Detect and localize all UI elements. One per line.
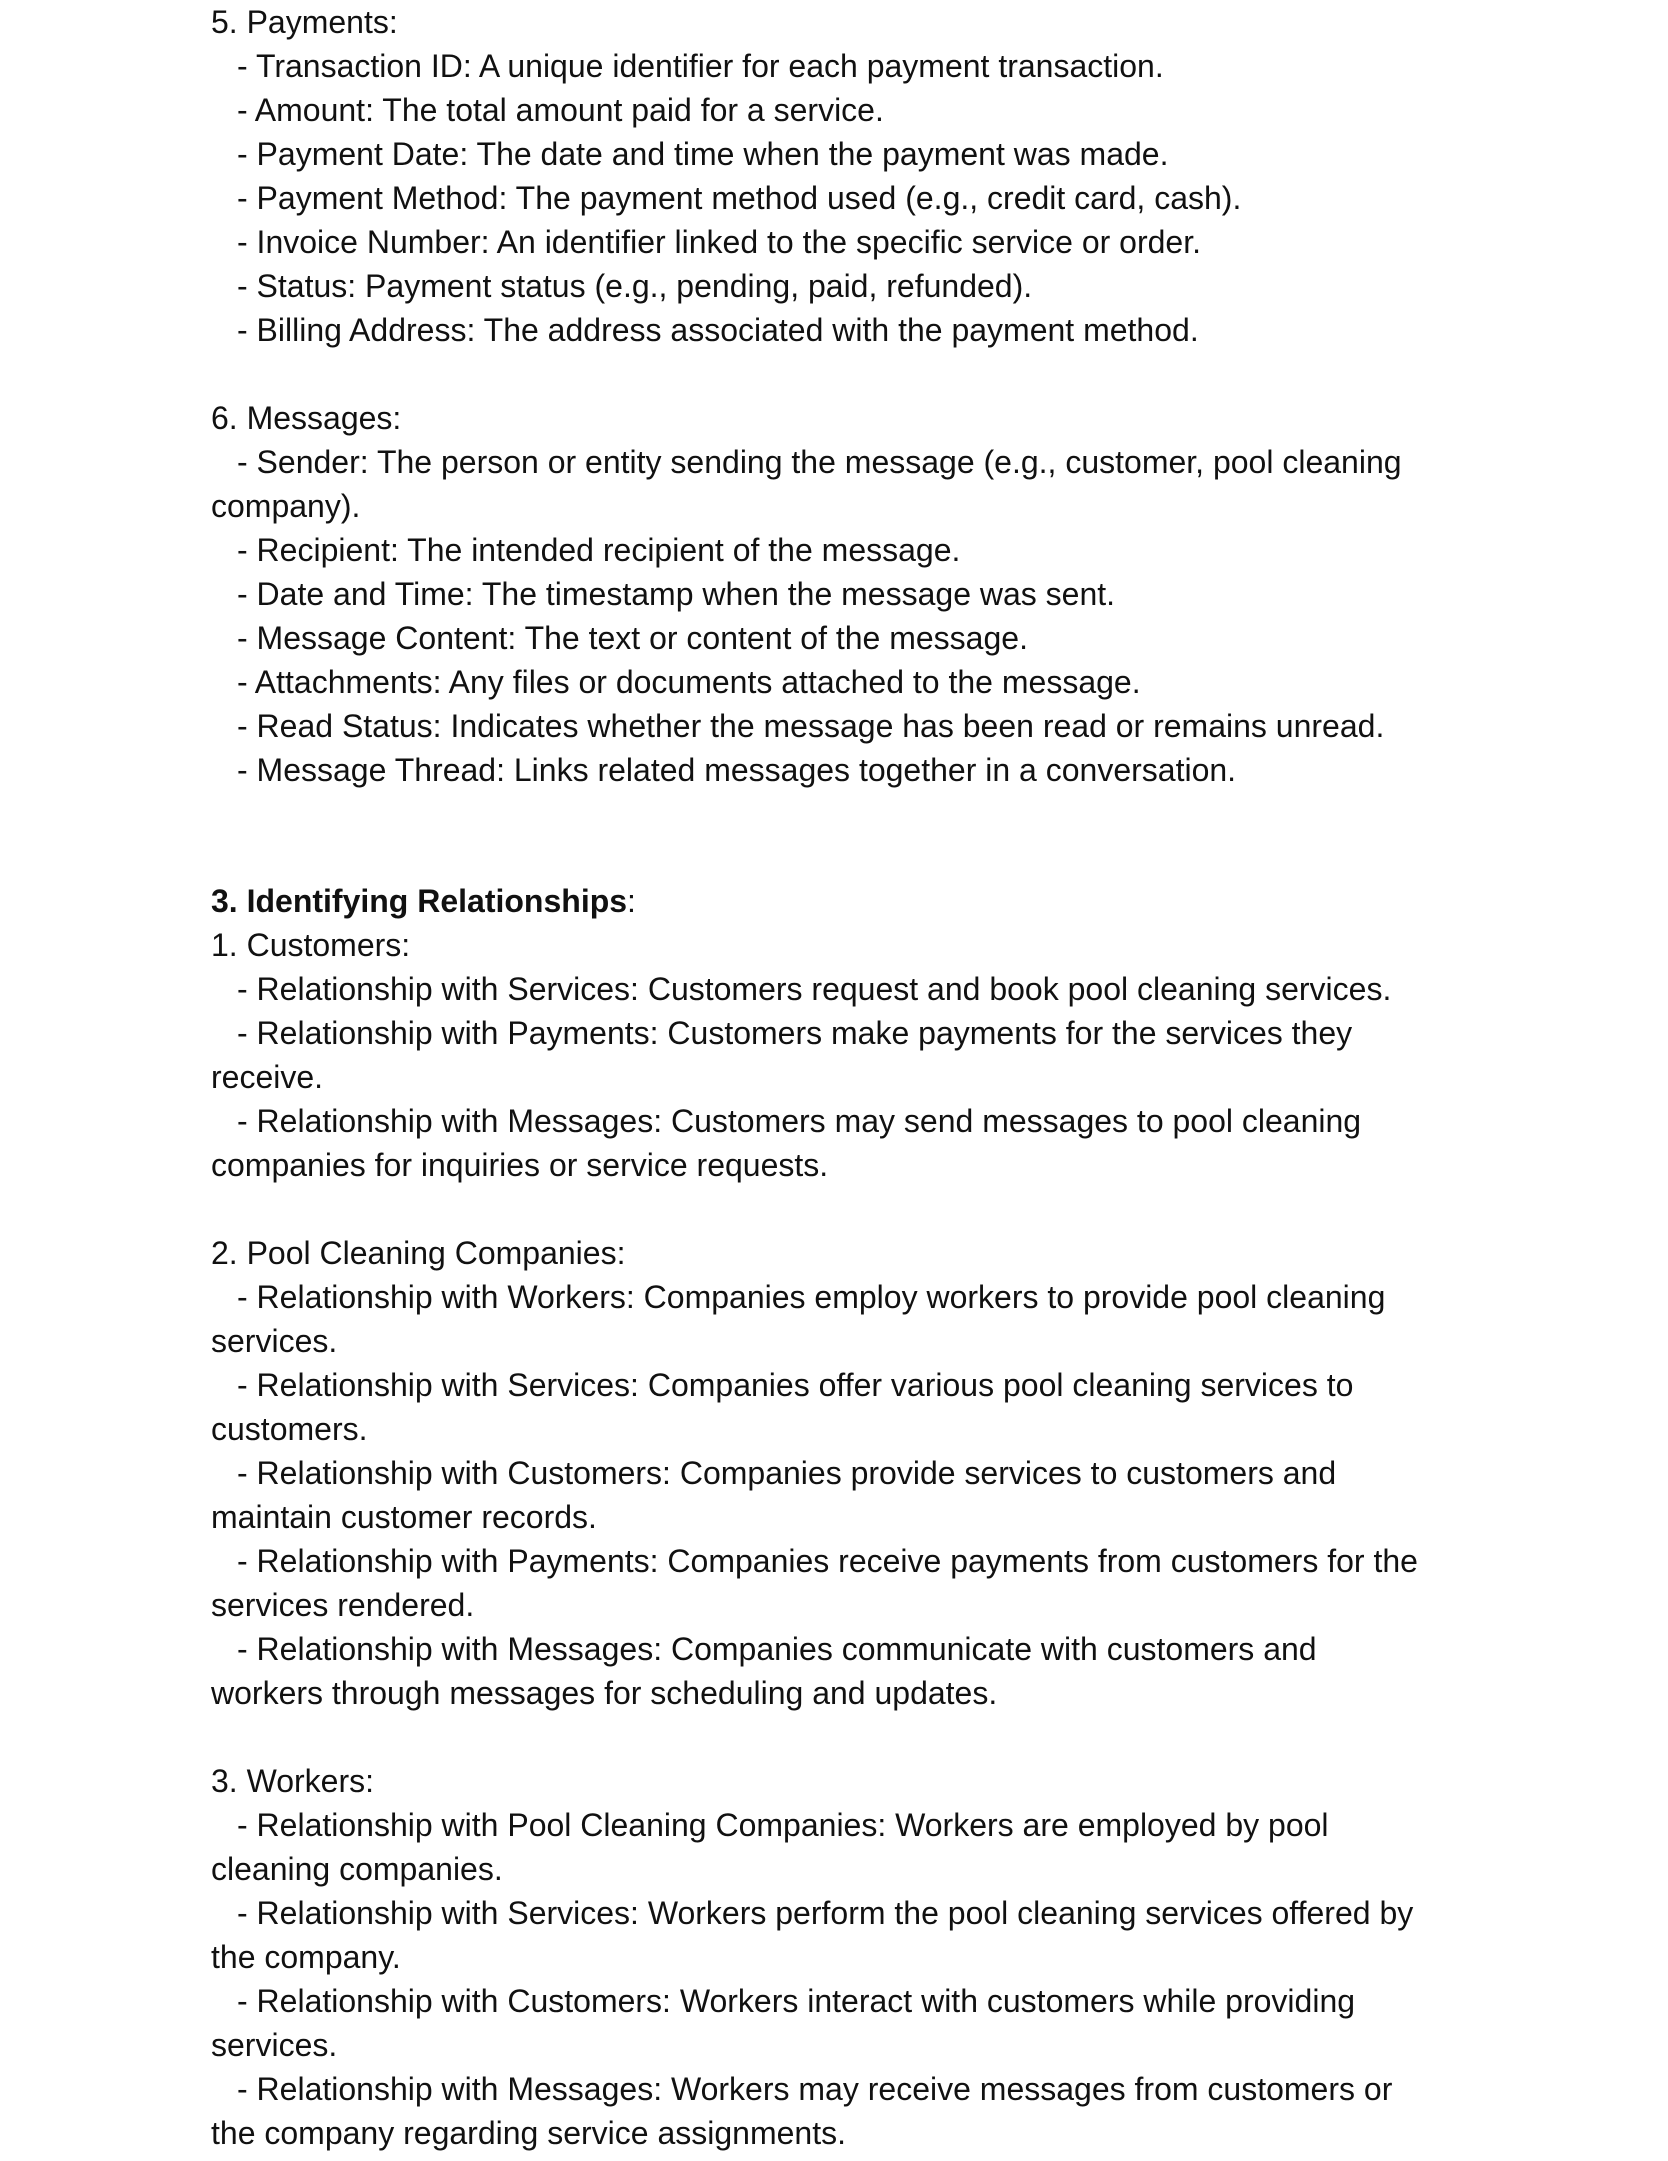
payments-item: - Transaction ID: A unique identifier for each payment transaction. xyxy=(237,48,1164,84)
relationship-item: - Relationship with Workers: Companies employ workers to provide pool cleaning xyxy=(237,1279,1386,1315)
document-page xyxy=(211,0,1531,2155)
messages-item: - Date and Time: The timestamp when the message was sent. xyxy=(237,576,1116,612)
workers-heading: 3. Workers: xyxy=(211,1763,374,1799)
messages-item: - Read Status: Indicates whether the message has been read or remains unread. xyxy=(237,708,1385,744)
companies-list xyxy=(211,1275,1531,1715)
messages-item: - Message Thread: Links related messages together in a conversation. xyxy=(237,752,1237,788)
relationship-item: - Relationship with Messages: Customers may send messages to pool cleaning xyxy=(237,1103,1362,1139)
relationships-heading xyxy=(211,879,1531,923)
payments-item: - Amount: The total amount paid for a service. xyxy=(237,92,884,128)
relationship-item-continuation: the company. xyxy=(211,1939,401,1975)
payments-section xyxy=(211,0,1531,352)
spacer xyxy=(211,1187,1531,1231)
relationship-item: - Relationship with Customers: Workers interact with customers while providing xyxy=(237,1983,1356,2019)
relationship-item-continuation: cleaning companies. xyxy=(211,1851,503,1887)
customers-list xyxy=(211,967,1531,1187)
payments-item: - Invoice Number: An identifier linked to the specific service or order. xyxy=(237,224,1201,260)
relationship-item: - Relationship with Payments: Customers make payments for the services they xyxy=(237,1015,1353,1051)
relationship-item-continuation: customers. xyxy=(211,1411,368,1447)
workers-list xyxy=(211,1803,1531,2155)
messages-item: - Recipient: The intended recipient of the message. xyxy=(237,532,961,568)
relationships-section xyxy=(211,879,1531,2155)
payments-item: - Billing Address: The address associated with the payment method. xyxy=(237,312,1199,348)
customers-heading: 1. Customers: xyxy=(211,927,411,963)
relationship-item: - Relationship with Messages: Companies communicate with customers and xyxy=(237,1631,1317,1667)
relationship-item-continuation: receive. xyxy=(211,1059,324,1095)
relationship-item: - Relationship with Messages: Workers may receive messages from customers or xyxy=(237,2071,1393,2107)
relationship-item-continuation: maintain customer records. xyxy=(211,1499,597,1535)
relationships-heading-text: 3. Identifying Relationships xyxy=(211,883,628,919)
messages-item: - Message Content: The text or content of the message. xyxy=(237,620,1028,656)
messages-section xyxy=(211,396,1531,792)
relationship-item: - Relationship with Services: Companies offer various pool cleaning services to xyxy=(237,1367,1354,1403)
payments-heading: 5. Payments: xyxy=(211,4,398,40)
relationship-item-continuation: services rendered. xyxy=(211,1587,475,1623)
messages-item-continuation: company). xyxy=(211,488,361,524)
relationship-item-continuation: workers through messages for scheduling and updates. xyxy=(211,1675,998,1711)
relationship-item: - Relationship with Pool Cleaning Companies: Workers are employed by pool xyxy=(237,1807,1329,1843)
payments-item: - Payment Method: The payment method used (e.g., credit card, cash). xyxy=(237,180,1242,216)
relationship-item-continuation: companies for inquiries or service requests. xyxy=(211,1147,829,1183)
relationship-item: - Relationship with Customers: Companies provide services to customers and xyxy=(237,1455,1337,1491)
relationships-heading-colon: : xyxy=(627,883,636,919)
relationship-item-continuation: the company regarding service assignments. xyxy=(211,2115,846,2151)
companies-heading: 2. Pool Cleaning Companies: xyxy=(211,1235,626,1271)
relationship-item: - Relationship with Services: Customers request and book pool cleaning services. xyxy=(237,971,1392,1007)
messages-heading: 6. Messages: xyxy=(211,400,402,436)
messages-item: - Sender: The person or entity sending the message (e.g., customer, pool cleaning xyxy=(237,444,1402,480)
relationship-item-continuation: services. xyxy=(211,2027,338,2063)
relationship-item: - Relationship with Payments: Companies receive payments from customers for the xyxy=(237,1543,1418,1579)
spacer xyxy=(211,792,1531,879)
payments-item: - Payment Date: The date and time when the payment was made. xyxy=(237,136,1169,172)
spacer xyxy=(211,1715,1531,1759)
spacer xyxy=(211,352,1531,396)
messages-item: - Attachments: Any files or documents attached to the message. xyxy=(237,664,1141,700)
relationship-item: - Relationship with Services: Workers perform the pool cleaning services offered by xyxy=(237,1895,1414,1931)
payments-item: - Status: Payment status (e.g., pending, paid, refunded). xyxy=(237,268,1033,304)
relationship-item-continuation: services. xyxy=(211,1323,338,1359)
